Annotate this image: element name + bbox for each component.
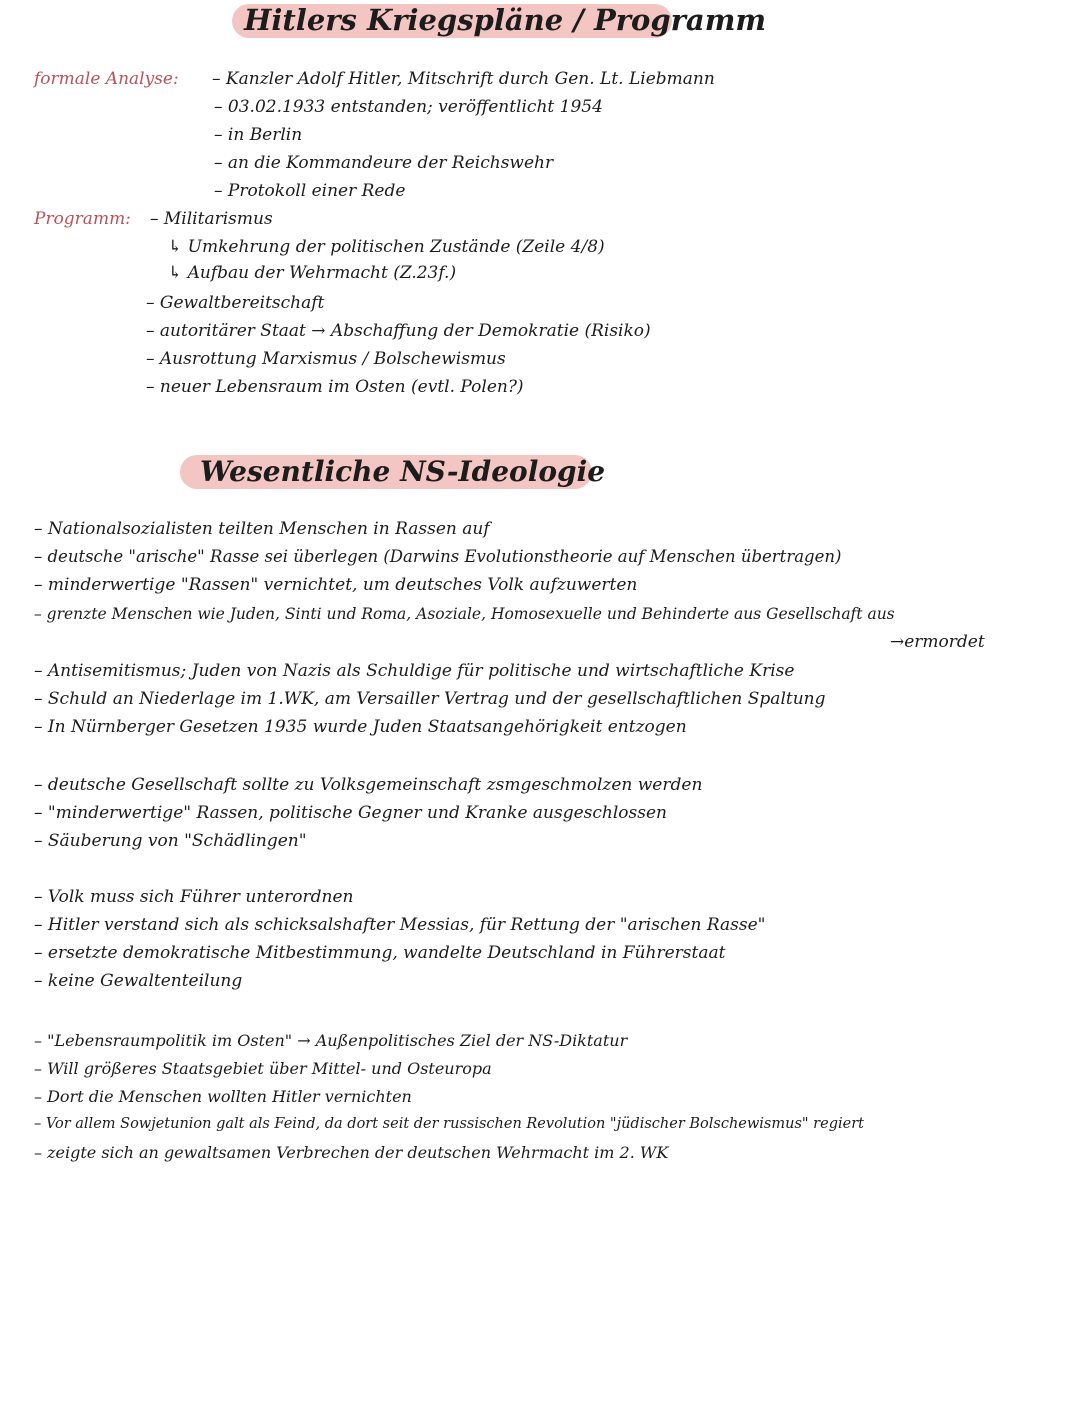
programm-item: – Militarismus xyxy=(150,209,273,229)
ideology-item: – Vor allem Sowjetunion galt als Feind, da dort seit der russischen Revolution "jüdischer Bolschewismus" regiert xyxy=(34,1116,864,1132)
ideology-item: – zeigte sich an gewaltsamen Verbrechen der deutschen Wehrmacht im 2. WK xyxy=(34,1143,669,1162)
programm-item: – Ausrottung Marxismus / Bolschewismus xyxy=(146,349,506,369)
ideology-item: – Volk muss sich Führer unterordnen xyxy=(34,887,354,907)
ideology-item: – Dort die Menschen wollten Hitler vernichten xyxy=(34,1087,412,1106)
formal-item: – Protokoll einer Rede xyxy=(214,181,406,201)
programm-item: – Gewaltbereitschaft xyxy=(146,293,325,313)
ideology-item: – Schuld an Niederlage im 1.WK, am Versailler Vertrag und der gesellschaftlichen Spaltung xyxy=(34,689,826,709)
section-title: Wesentliche NS-Ideologie xyxy=(200,455,606,488)
ideology-item: – deutsche Gesellschaft sollte zu Volksgemeinschaft zsmgeschmolzen werden xyxy=(34,775,703,795)
ideology-note: →ermordet xyxy=(890,632,985,652)
ideology-item: – Hitler verstand sich als schicksalshafter Messias, für Rettung der "arischen Rasse" xyxy=(34,915,766,935)
ideology-item: – ersetzte demokratische Mitbestimmung, wandelte Deutschland in Führerstaat xyxy=(34,943,726,963)
programm-subitem: ↳ Umkehrung der politischen Zustände (Zeile 4/8) xyxy=(168,237,605,257)
programm-item: – autoritärer Staat → Abschaffung der Demokratie (Risiko) xyxy=(146,321,651,341)
formal-item: – an die Kommandeure der Reichswehr xyxy=(214,153,554,173)
programm-item: – neuer Lebensraum im Osten (evtl. Polen?) xyxy=(146,377,524,397)
ideology-item: – deutsche "arische" Rasse sei überlegen (Darwins Evolutionstheorie auf Menschen übertragen) xyxy=(34,547,842,566)
formal-item: – in Berlin xyxy=(214,125,303,145)
ideology-item: – In Nürnberger Gesetzen 1935 wurde Juden Staatsangehörigkeit entzogen xyxy=(34,717,687,737)
ideology-item: – "Lebensraumpolitik im Osten" → Außenpolitisches Ziel der NS-Diktatur xyxy=(34,1031,628,1050)
formal-analysis-label: formale Analyse: xyxy=(34,69,179,89)
ideology-item: – keine Gewaltenteilung xyxy=(34,971,243,991)
formal-item: – Kanzler Adolf Hitler, Mitschrift durch Gen. Lt. Liebmann xyxy=(212,69,715,89)
ideology-item: – "minderwertige" Rassen, politische Gegner und Kranke ausgeschlossen xyxy=(34,803,667,823)
ideology-item: – minderwertige "Rassen" vernichtet, um deutsches Volk aufzuwerten xyxy=(34,575,638,595)
programm-label: Programm: xyxy=(34,209,131,229)
page-title: Hitlers Kriegspläne / Programm xyxy=(244,3,767,37)
ideology-item: – grenzte Menschen wie Juden, Sinti und Roma, Asoziale, Homosexuelle und Behinderte aus Gesellschaft aus xyxy=(34,605,895,623)
ideology-item: – Antisemitismus; Juden von Nazis als Schuldige für politische und wirtschaftliche Krise xyxy=(34,661,795,681)
ideology-item: – Säuberung von "Schädlingen" xyxy=(34,831,307,851)
formal-item: – 03.02.1933 entstanden; veröffentlicht 1954 xyxy=(214,97,603,117)
programm-subitem: ↳ Aufbau der Wehrmacht (Z.23f.) xyxy=(168,263,457,283)
ideology-item: – Nationalsozialisten teilten Menschen in Rassen auf xyxy=(34,519,490,539)
ideology-item: – Will größeres Staatsgebiet über Mittel- und Osteuropa xyxy=(34,1059,492,1078)
